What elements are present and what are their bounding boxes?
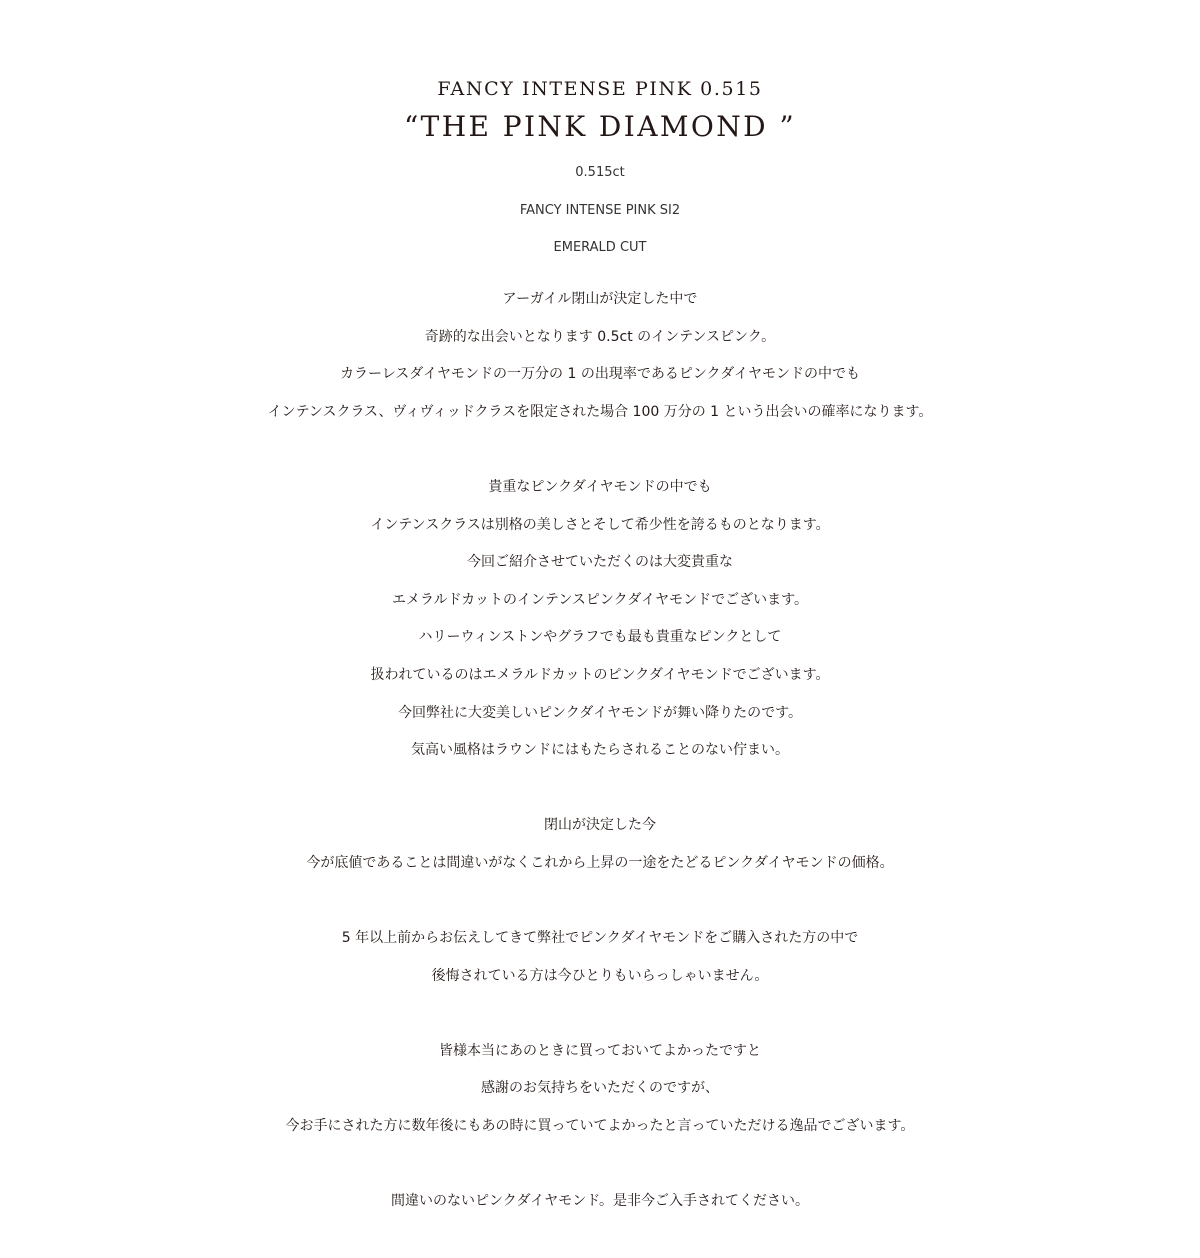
blank-line [0, 1001, 1200, 1039]
description-line: 今回ご紹介させていただくのは大変貴重な [467, 554, 733, 571]
description-line: 皆様本当にあのときに買っておいてよかったですと [439, 1042, 761, 1059]
description-line: インテンスクラスは別格の美しさとそして希少性を誇るものとなります。 [370, 516, 830, 533]
description-line: カラーレスダイヤモンドの一万分の 1 の出現率であるピンクダイヤモンドの中でも [340, 366, 860, 383]
description-line: 感謝のお気持ちをいただくのですが、 [481, 1080, 719, 1097]
description-line: 奇跡的な出会いとなります 0.5ct のインテンスピンク。 [424, 328, 776, 345]
description-line: 気高い風格はラウンドにはもたらされることのない佇まい。 [411, 742, 789, 759]
closing-line: 間違いのないピンクダイヤモンド。是非今ご入手されてください。 [391, 1193, 809, 1210]
product-title: “THE PINK DIAMOND ” [403, 110, 797, 143]
blank-line [0, 437, 1200, 475]
spec-grade: FANCY INTENSE PINK SI2 [519, 203, 681, 218]
description-line: エメラルドカットのインテンスピンクダイヤモンドでございます。 [392, 591, 808, 608]
description-body [0, 287, 1200, 1227]
description-line: 後悔されている方は今ひとりもいらっしゃいません。 [431, 967, 769, 984]
spec-cut: EMERALD CUT [553, 240, 647, 255]
blank-line [0, 1152, 1200, 1190]
description-line: 今回弊社に大変美しいピンクダイヤモンドが舞い降りたのです。 [397, 704, 803, 721]
description-line: 5 年以上前からお伝えしてきて弊社でピンクダイヤモンドをご購入された方の中で [341, 930, 859, 947]
product-subtitle: FANCY INTENSE PINK 0.515 [437, 78, 763, 100]
description-line: ハリーウィンストンやグラフでも最も貴重なピンクとして [418, 629, 782, 646]
spec-carat: 0.515ct [575, 165, 625, 180]
description-line: 貴重なピンクダイヤモンドの中でも [488, 478, 712, 495]
description-line: インテンスクラス、ヴィヴィッドクラスを限定された場合 100 万分の 1 という出会いの確率になります。 [267, 403, 933, 420]
description-line: 今が底値であることは間違いがなくこれから上昇の一途をたどるピンクダイヤモンドの価格。 [306, 854, 894, 871]
description-line: アーガイル閉山が決定した中で [502, 291, 698, 307]
description-line: 扱われているのはエメラルドカットのピンクダイヤモンドでございます。 [370, 666, 830, 683]
blank-line [0, 776, 1200, 814]
blank-line [0, 889, 1200, 927]
description-line: 今お手にされた方に数年後にもあの時に買っていてよかったと言っていただける逸品でございます。 [285, 1118, 915, 1135]
description-line: 閉山が決定した今 [544, 817, 656, 834]
